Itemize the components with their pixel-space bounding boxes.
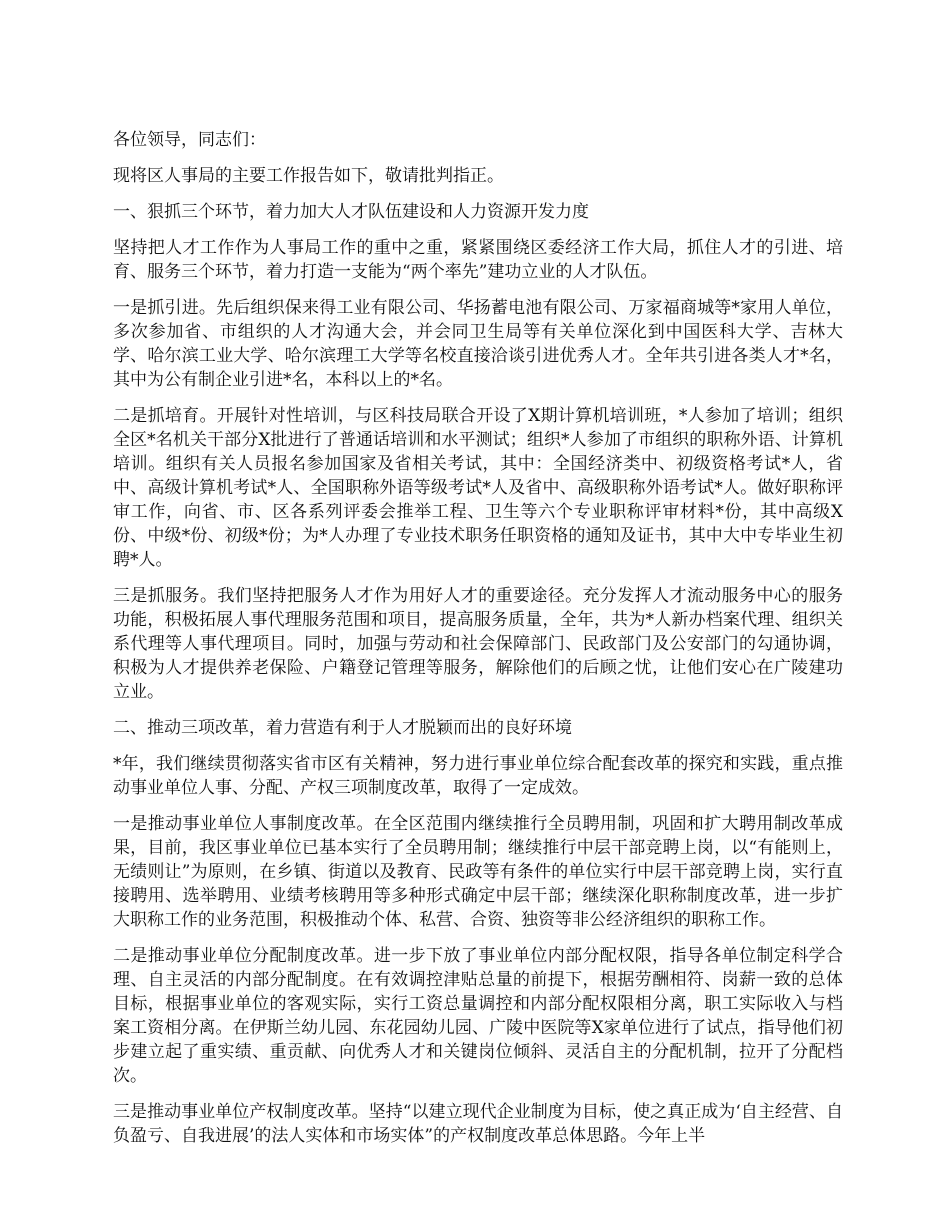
body-paragraph: 坚持把人才工作作为人事局工作的重中之重，紧紧围绕区委经济工作大局，抓住人才的引进、培育、服务三个环节，着力打造一支能为“两个率先”建功立业的人才队伍。 [113, 238, 843, 282]
section-heading-1: 一、狠抓三个环节，着力加大人才队伍建设和人力资源开发力度 [113, 202, 589, 222]
body-paragraph: 一是推动事业单位人事制度改革。在全区范围内继续推行全员聘用制，巩固和扩大聘用制改革成果，目前，我区事业单位已基本实行了全员聘用制；继续推行中层干部竞聘上岗，以“有能则上，无绩则让”为原则，在乡镇、街道以及教育、民政等有条件的单位实行中层干部竞聘上岗，实行直接聘用、选举聘用、业绩考核聘用等多种形式确定中层干部；继续深化职称制度改革，进一步扩大职称工作的业务范围，积极推动个体、私营、合资、独资等非公经济组织的职称工作。 [113, 814, 843, 930]
document-page [113, 128, 843, 1160]
body-paragraph: 三是推动事业单位产权制度改革。坚持“以建立现代企业制度为目标，使之真正成为‘自主经营、自负盈亏、自我进展’的法人实体和市场实体”的产权制度改革总体思路。今年上半 [113, 1102, 843, 1146]
body-paragraph: 一是抓引进。先后组织保来得工业有限公司、华扬蓄电池有限公司、万家福商城等*家用人单位，多次参加省、市组织的人才沟通大会，并会同卫生局等有关单位深化到中国医科大学、吉林大学、哈尔滨工业大学、哈尔滨理工大学等名校直接洽谈引进优秀人才。全年共引进各类人才*名，其中为公有制企业引进*名，本科以上的*名。 [113, 298, 843, 390]
section-heading-2: 二、推动三项改革，着力营造有利于人才脱颖而出的良好环境 [113, 718, 572, 738]
salutation: 各位领导，同志们： [113, 130, 266, 150]
body-paragraph: 二是推动事业单位分配制度改革。进一步下放了事业单位内部分配权限，指导各单位制定科学合理、自主灵活的内部分配制度。在有效调控津贴总量的前提下，根据劳酬相符、岗薪一致的总体目标，根据事业单位的客观实际，实行工资总量调控和内部分配权限相分离，职工实际收入与档案工资相分离。在伊斯兰幼儿园、东花园幼儿园、广陵中医院等X家单位进行了试点，指导他们初步建立起了重实绩、重贡献、向优秀人才和关键岗位倾斜、灵活自主的分配机制，拉开了分配档次。 [113, 946, 843, 1086]
body-paragraph: 三是抓服务。我们坚持把服务人才作为用好人才的重要途径。充分发挥人才流动服务中心的服务功能，积极拓展人事代理服务范围和项目，提高服务质量，全年，共为*人新办档案代理、组织关系代理等人事代理项目。同时，加强与劳动和社会保障部门、民政部门及公安部门的勾通协调，积极为人才提供养老保险、户籍登记管理等服务，解除他们的后顾之忧，让他们安心在广陵建功立业。 [113, 586, 843, 702]
intro-paragraph: 现将区人事局的主要工作报告如下，敬请批判指正。 [113, 166, 504, 186]
body-paragraph: *年，我们继续贯彻落实省市区有关精神，努力进行事业单位综合配套改革的探究和实践，重点推动事业单位人事、分配、产权三项制度改革，取得了一定成效。 [113, 754, 843, 798]
body-paragraph: 二是抓培育。开展针对性培训，与区科技局联合开设了X期计算机培训班，*人参加了培训；组织全区*名机关干部分X批进行了普通话培训和水平测试；组织*人参加了市组织的职称外语、计算机培训。组织有关人员报名参加国家及省相关考试，其中：全国经济类中、初级资格考试*人，省中、高级计算机考试*人、全国职称外语等级考试*人及省中、高级职称外语考试*人。做好职称评审工作，向省、市、区各系列评委会推举工程、卫生等六个专业职称评审材料*份，其中高级X份、中级*份、初级*份；为*人办理了专业技术职务任职资格的通知及证书，其中大中专毕业生初聘*人。 [113, 406, 843, 570]
